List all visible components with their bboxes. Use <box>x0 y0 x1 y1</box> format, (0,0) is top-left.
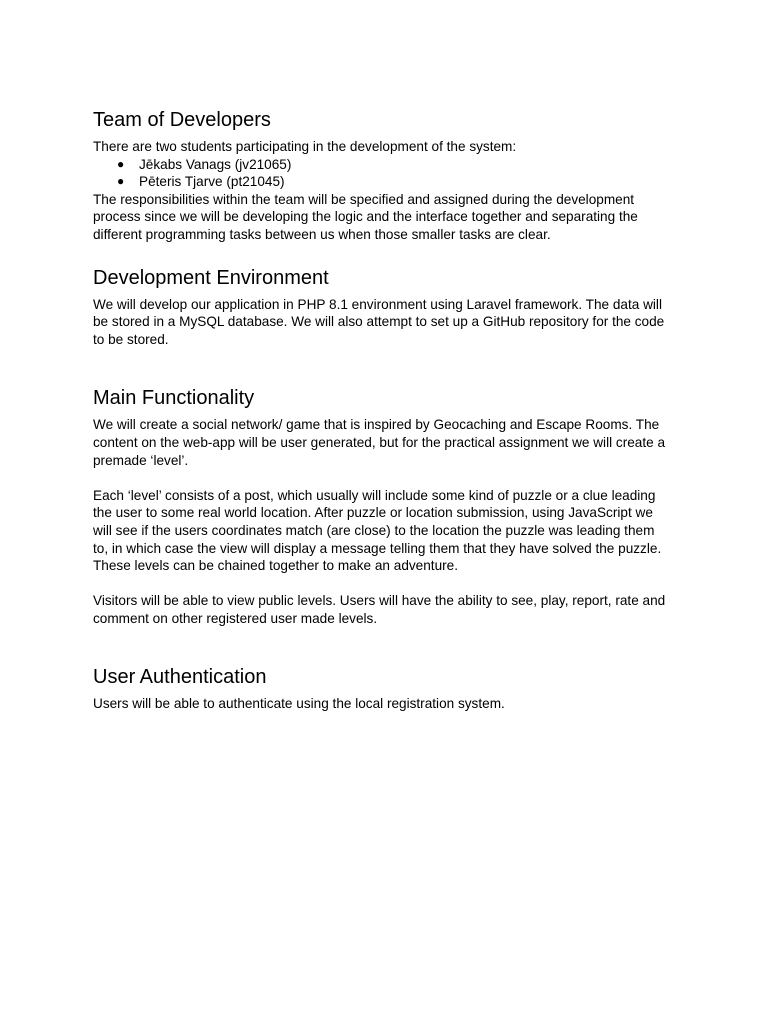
authentication-text: Users will be able to authenticate using the local registration system. <box>93 696 505 712</box>
heading-user-authentication: User Authentication <box>93 666 267 689</box>
document-content <box>93 108 673 713</box>
functionality-paragraph-1: We will create a social network/ game that is inspired by Geocaching and Escape Rooms. The content on the web-app will be user generated, but for the practical assignment we will create a premade ‘level’. <box>93 417 666 468</box>
functionality-paragraph-2: Each ‘level’ consists of a post, which usually will include some kind of puzzle or a clue leading the user to some real world location. After puzzle or location submission, using JavaScript we will see if the users coordinates match (are close) to the location the puzzle was leading them to, in which case the view will display a message telling them that they have solved the puzzle. These levels can be chained together to make an adventure. <box>93 487 662 574</box>
bullet-icon: ● <box>117 174 125 189</box>
list-item <box>93 173 673 191</box>
bullet-icon: ● <box>117 156 125 171</box>
team-members-list <box>93 156 673 191</box>
team-responsibilities-text: The responsibilities within the team will be specified and assigned during the development process since we will be developing the logic and the interface together and separating the different programming tasks between us when those smaller tasks are clear. <box>93 191 638 242</box>
paragraph-spacer <box>93 469 673 487</box>
heading-main-functionality: Main Functionality <box>93 387 255 410</box>
heading-development-environment: Development Environment <box>93 266 329 289</box>
functionality-paragraph-3: Visitors will be able to view public levels. Users will have the ability to see, play, report, rate and comment on other registered user made levels. <box>93 593 666 626</box>
heading-team-of-developers: Team of Developers <box>93 109 271 131</box>
team-member-name: Pēteris Tjarve (pt21045) <box>139 174 285 190</box>
paragraph-spacer <box>93 575 673 593</box>
environment-text: We will develop our application in PHP 8.1 environment using Laravel framework. The data will be stored in a MySQL database. We will also attempt to set up a GitHub repository for the code to be stored. <box>93 296 665 347</box>
team-member-name: Jēkabs Vanags (jv21065) <box>139 156 292 172</box>
team-intro-text: There are two students participating in the development of the system: <box>93 139 517 154</box>
list-item <box>93 156 673 174</box>
